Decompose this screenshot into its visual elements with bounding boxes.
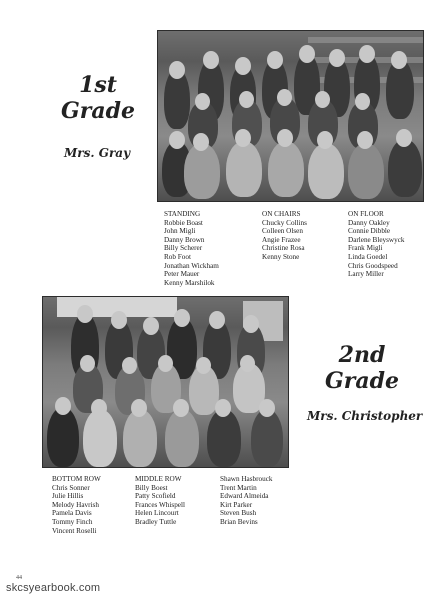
student-name: Tommy Finch [52,517,93,526]
student-name: Angie Frazee [262,235,301,244]
second-grade-bottom-row-list [52,475,101,535]
second-grade-heading [322,342,402,394]
student-name: Robbie Boast [164,218,203,227]
first-grade-teacher: Mrs. Gray [64,146,131,160]
student-name: Frances Whispell [135,500,185,509]
grade-word: Grade [324,368,399,394]
student-name: Darlene Bleyswyck [348,235,405,244]
column-header: ON CHAIRS [262,210,301,218]
student-name: Billy Boest [135,483,168,492]
student-name: Jonathan Wickham [164,261,219,270]
site-watermark: skcsyearbook.com [6,582,101,594]
first-grade-standing-list [164,210,219,287]
student-name: Chris Goodspeed [348,261,398,270]
student-name: Trent Martin [220,483,257,492]
student-name: Danny Brown [164,235,205,244]
student-name: Edward Almeida [220,492,269,501]
second-grade-middle-row-list [135,475,185,527]
student-name: Kirt Parker [220,500,253,509]
first-grade-on-floor-list [348,210,404,279]
student-name: Christine Rosa [262,244,305,253]
grade-word: Grade [60,98,135,124]
second-grade-teacher: Mrs. Christopher [307,409,423,423]
student-name: Patty Scofield [135,492,176,501]
column-header: MIDDLE ROW [135,475,182,483]
student-name: Bradley Tuttle [135,517,177,526]
student-name: Chucky Collins [262,218,307,227]
student-name: Kenny Stone [262,252,300,261]
student-name: Julie Hillis [52,492,84,501]
student-name: Billy Scherer [164,244,203,253]
student-name: Melody Havrish [52,500,99,509]
page-number: 44 [16,575,22,581]
column-header: ON FLOOR [348,210,384,218]
student-name: Vincent Roselli [52,526,97,535]
student-name: Danny Oakley [348,218,390,227]
student-name: Colleen Olsen [262,227,303,236]
student-name: John Migli [164,227,196,236]
grade-number: 1st [79,72,117,98]
student-name: Shawn Hasbrouck [220,475,273,483]
student-name: Helen Lincourt [135,509,179,518]
first-grade-class-photo [157,30,424,202]
grade-number: 2nd [338,342,386,368]
student-name: Larry Miller [348,270,384,279]
first-grade-heading [58,72,138,124]
student-name: Peter Mauer [164,270,200,279]
student-name: Brian Bevins [220,517,258,526]
student-name: Pamela Davis [52,509,92,518]
second-grade-class-photo [42,296,289,468]
column-header: BOTTOM ROW [52,475,101,483]
student-name: Frank Migli [348,244,383,253]
student-name: Chris Sonner [52,483,90,492]
column-header: STANDING [164,210,201,218]
second-grade-back-row-list [220,475,273,527]
student-name: Rob Foot [164,252,191,261]
student-name: Linda Goedel [348,252,388,261]
student-name: Kenny Marshilok [164,278,215,287]
first-grade-on-chairs-list [262,210,307,262]
student-name: Connie Dibble [348,227,391,236]
student-name: Steven Bush [220,509,257,518]
